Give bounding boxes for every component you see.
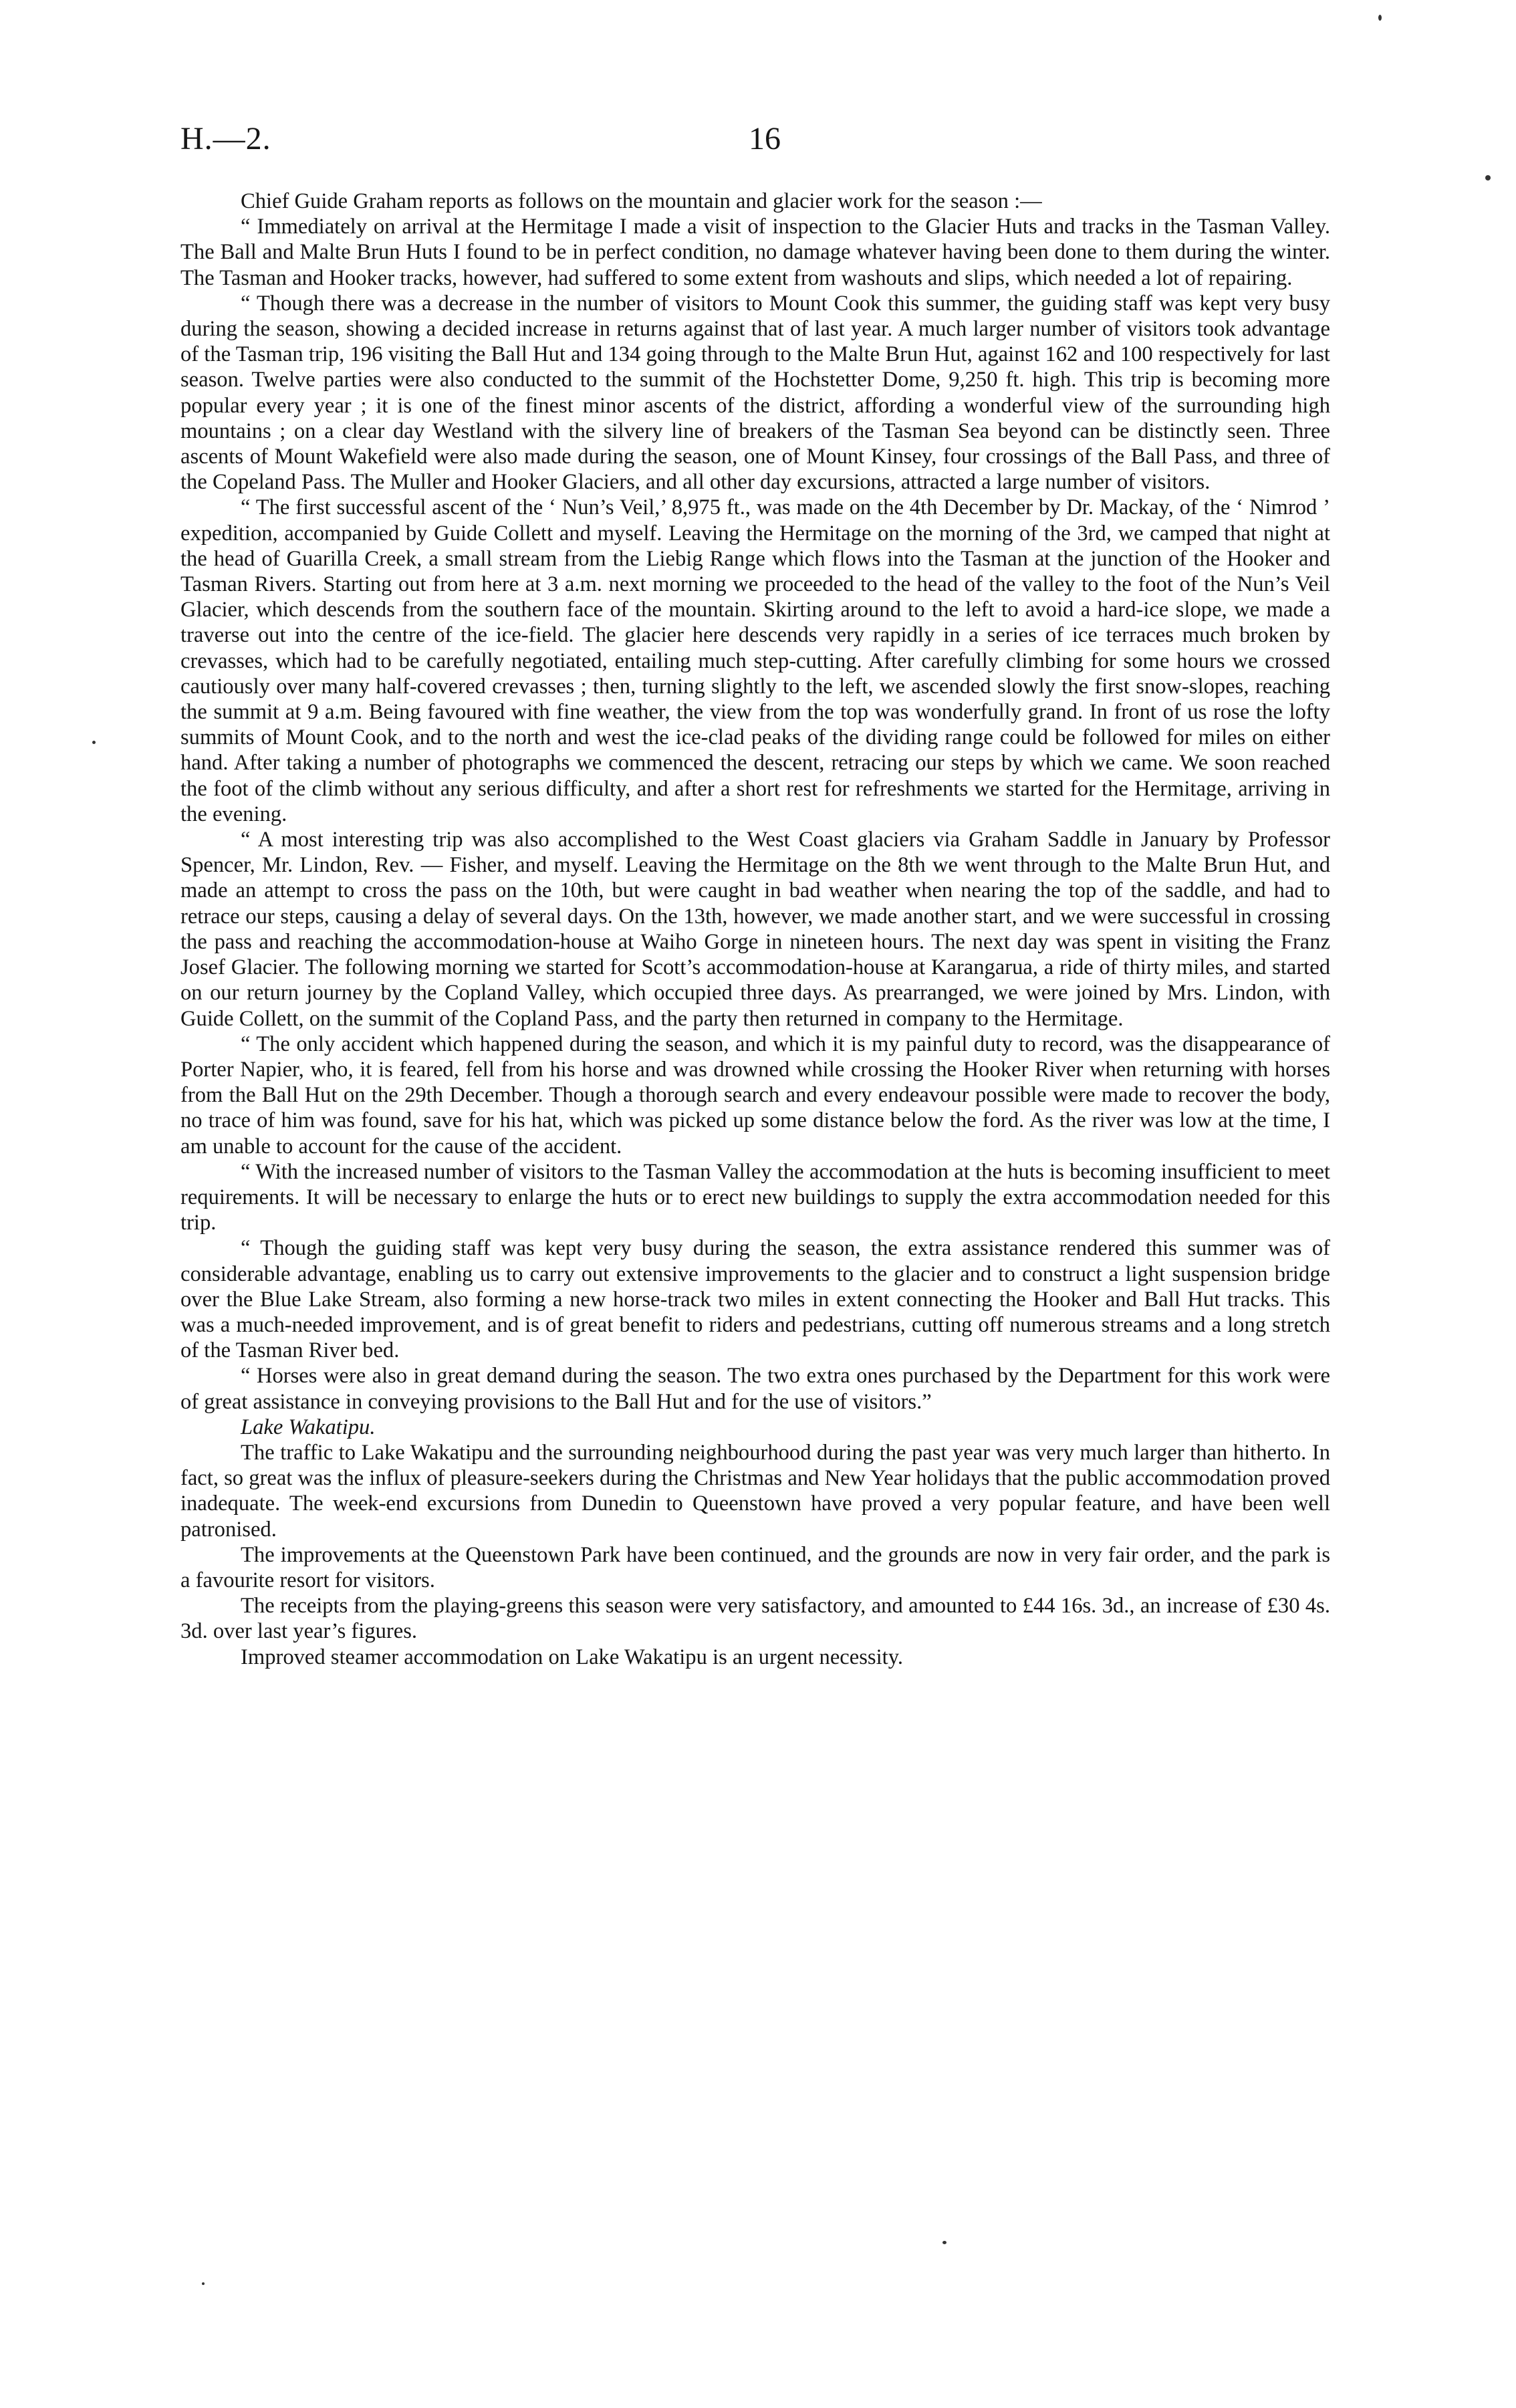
document-body [180, 189, 1330, 1670]
report-paragraph-7: “ Though the guiding staff was kept very busy during the season, the extra assistance rendered this summer was of considerable advantage, enabling us to carry out extensive improvements to the glacier and to construct a light suspension bridge over the Blue Lake Stream, also forming a new horse-track two miles in extent connecting the Hooker and Ball Hut tracks. This was a much-needed improvement, and is of great benefit to riders and pedestrians, cutting off numerous streams and a long stretch of the Tasman River bed. [180, 1236, 1330, 1363]
report-paragraph-5: “ The only accident which happened during the season, and which it is my painful duty to record, was the disappearance of Porter Napier, who, it is feared, fell from his horse and was drowned while crossing the Hooker River when returning with horses from the Ball Hut on the 29th December. Though a thorough search and every endeavour possible were made to recover the body, no trace of him was found, save for his hat, which was picked up some distance below the ford. As the river was low at the time, I am unable to account for the cause of the accident. [180, 1032, 1330, 1159]
section-paragraph-4: Improved steamer accommodation on Lake Wakatipu is an urgent necessity. [241, 1645, 904, 1669]
document-reference: H.—2. [180, 121, 271, 156]
report-paragraph-3: “ The first successful ascent of the ‘ Nun’s Veil,’ 8,975 ft., was made on the 4th December by Dr. Mackay, of the ‘ Nimrod ’ expedition, accompanied by Guide Collett and myself. Leaving the Hermitage on the morning of the 3rd, we camped that night at the head of Guarilla Creek, a small stream from the Liebig Range which flows into the Tasman at the junction of the Hooker and Tasman Rivers. Starting out from here at 3 a.m. next morning we proceeded to the head of the valley to the foot of the Nun’s Veil Glacier, which descends from the southern face of the mountain. Skirting around to the left to avoid a hard-ice slope, we made a traverse out into the centre of the ice-field. The glacier here descends very rapidly in a series of ice terraces much broken by crevasses, which had to be carefully negotiated, entailing much step-cutting. After carefully climbing for some hours we crossed cautiously over many half-covered crevasses ; then, turning slightly to the left, we ascended slowly the first snow-slopes, reaching the summit at 9 a.m. Being favoured with fine weather, the view from the top was wonderfully grand. In front of us rose the lofty summits of Mount Cook, and to the north and west the ice-clad peaks of the dividing range could be followed for miles on either hand. After taking a number of photographs we commenced the descent, retracing our steps by which we came. We soon reached the foot of the climb without any serious difficulty, and after a short rest for refreshments we started for the Hermitage, arriving in the evening. [180, 495, 1330, 826]
section-paragraph-3: The receipts from the playing-greens this season were very satisfactory, and amounted to £44 16s. 3d., an increase of £30 4s. 3d. over last year’s figures. [180, 1594, 1330, 1644]
scan-speck [942, 2241, 946, 2244]
section-paragraph-2: The improvements at the Queenstown Park have been continued, and the grounds are now in very fair order, and the park is a favourite resort for visitors. [180, 1542, 1330, 1592]
intro-paragraph: Chief Guide Graham reports as follows on the mountain and glacier work for the season :— [241, 189, 1042, 213]
scan-speck [1378, 15, 1382, 21]
page-number: 16 [749, 121, 781, 156]
section-paragraph-1: The traffic to Lake Wakatipu and the surrounding neighbourhood during the past year was very much larger than hitherto. In fact, so great was the influx of pleasure-seekers during the Christmas and New Year holidays that the public accommodation proved inadequate. The week-end excursions from Dunedin to Queenstown have proved a very popular feature, and have been well patronised. [180, 1440, 1330, 1542]
report-paragraph-8: “ Horses were also in great demand during the season. The two extra ones purchased by the Department for this work were of great assistance in conveying provisions to the Ball Hut and for the use of visitors.” [180, 1364, 1330, 1414]
scan-speck [1485, 175, 1491, 180]
section-heading: Lake Wakatipu. [241, 1415, 376, 1439]
report-paragraph-4: “ A most interesting trip was also accomplished to the West Coast glaciers via Graham Saddle in January by Professor Spencer, Mr. Lindon, Rev. — Fisher, and myself. Leaving the Hermitage on the 8th we went through to the Malte Brun Hut, and made an attempt to cross the pass on the 10th, but were caught in bad weather when nearing the top of the saddle, and had to retrace our steps, causing a delay of several days. On the 13th, however, we made another start, and we were successful in crossing the pass and reaching the accommodation-house at Waiho Gorge in nineteen hours. The next day was spent in visiting the Franz Josef Glacier. The following morning we started for Scott’s accommodation-house at Karangarua, a ride of thirty miles, and started on our return journey by the Copland Valley, which occupied three days. As prearranged, we were joined by Mrs. Lindon, with Guide Collett, on the summit of the Copland Pass, and the party then returned in company to the Hermitage. [180, 828, 1330, 1031]
page-header [180, 120, 1330, 167]
report-paragraph-2: “ Though there was a decrease in the number of visitors to Mount Cook this summer, the guiding staff was kept very busy during the season, showing a decided increase in returns against that of last year. A much larger number of visitors took advantage of the Tasman trip, 196 visiting the Ball Hut and 134 going through to the Malte Brun Hut, against 162 and 100 respectively for last season. Twelve parties were also conducted to the summit of the Hochstetter Dome, 9,250 ft. high. This trip is becoming more popular every year ; it is one of the finest minor ascents of the district, affording a wonderful view of the surrounding high mountains ; on a clear day Westland with the silvery line of breakers of the Tasman Sea beyond can be distinctly seen. Three ascents of Mount Wakefield were also made during the season, one of Mount Kinsey, four crossings of the Ball Pass, and three of the Copeland Pass. The Muller and Hooker Glaciers, and all other day excursions, attracted a large number of visitors. [180, 291, 1330, 495]
scan-speck [202, 2282, 205, 2285]
report-paragraph-1: “ Immediately on arrival at the Hermitage I made a visit of inspection to the Glacier Huts and tracks in the Tasman Valley. The Ball and Malte Brun Huts I found to be in perfect condition, no damage whatever having been done to them during the winter. The Tasman and Hooker tracks, however, had suffered to some extent from washouts and slips, which needed a lot of repairing. [180, 215, 1330, 290]
scan-speck [92, 741, 96, 744]
report-paragraph-6: “ With the increased number of visitors to the Tasman Valley the accommodation at the huts is becoming insufficient to meet requirements. It will be necessary to enlarge the huts or to erect new buildings to supply the extra accommodation needed for this trip. [180, 1159, 1330, 1235]
